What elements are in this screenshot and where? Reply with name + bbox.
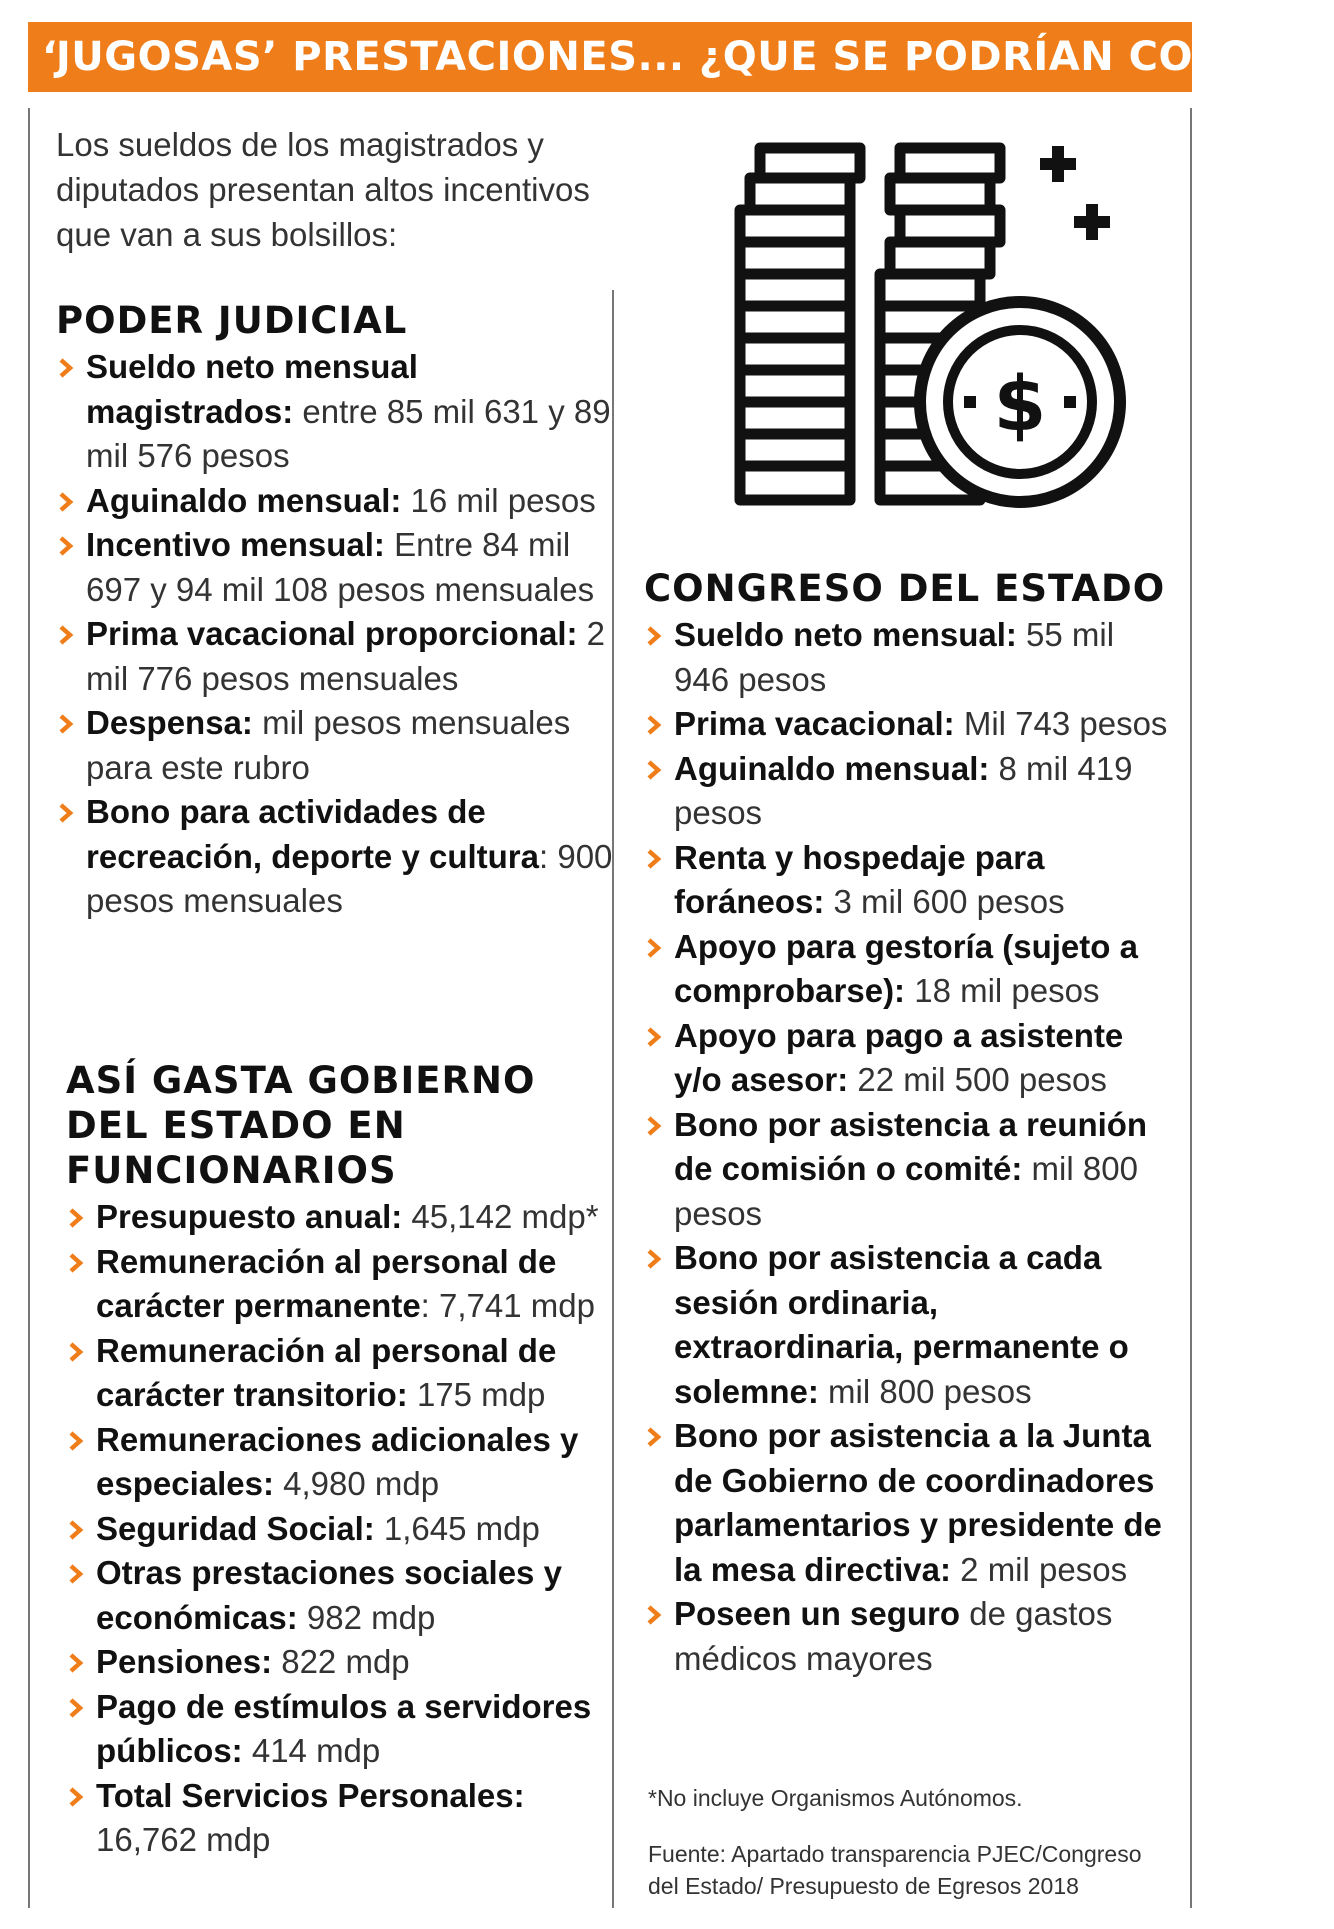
- item-value: : 900 pesos mensuales: [86, 837, 613, 919]
- item-value: Entre 84 mil 697 y 94 mil 108 pesos mensuales: [86, 526, 595, 608]
- list-item: [66, 1685, 616, 1774]
- item-value: 16 mil pesos: [401, 481, 596, 519]
- item-label: Bono para actividades de recreación, deporte y cultura: [86, 793, 539, 875]
- list-item: [56, 479, 616, 524]
- item-label: Seguridad Social:: [96, 1509, 375, 1547]
- chevron-right-icon: [644, 1249, 664, 1269]
- item-value: 1,645 mdp: [374, 1509, 540, 1547]
- item-value: 2 mil pesos: [951, 1550, 1128, 1588]
- list-item: [644, 1103, 1174, 1237]
- item-value: 414 mdp: [242, 1732, 381, 1769]
- list-item: [66, 1551, 616, 1640]
- item-value: 16,762 mdp: [96, 1821, 271, 1858]
- chevron-right-icon: [66, 1787, 86, 1807]
- chevron-right-icon: [56, 625, 76, 645]
- item-value: de gastos médicos mayores: [674, 1595, 1113, 1677]
- chevron-right-icon: [644, 1427, 664, 1447]
- item-value: 55 mil 946 pesos: [674, 616, 1115, 698]
- item-label: Bono por asistencia a reunión de comisión o comité:: [674, 1105, 1148, 1187]
- item-value: 2 mil 776 pesos mensuales: [86, 615, 606, 697]
- chevron-right-icon: [56, 803, 76, 823]
- list-item: [56, 345, 616, 479]
- item-label: Bono por asistencia a la Junta de Gobierno de coordinadores parlamentarios y presidente de la mesa directiva:: [674, 1417, 1162, 1588]
- list-item: [56, 790, 616, 924]
- intro-text: Los sueldos de los magistrados y diputados presentan altos incentivos que van a sus bolsillos:: [56, 126, 590, 253]
- chevron-right-icon: [644, 715, 664, 735]
- list-item: [644, 1592, 1174, 1681]
- chevron-right-icon: [644, 1605, 664, 1625]
- poder-judicial-heading: PODER JUDICIAL: [56, 299, 408, 342]
- list-item: [56, 701, 616, 790]
- item-label: Pago de estímulos a servidores públicos:: [96, 1687, 592, 1769]
- item-label: Sueldo neto mensual:: [674, 616, 1017, 653]
- item-value: 3 mil 600 pesos: [824, 883, 1065, 920]
- gobierno-section: [66, 1058, 616, 1863]
- title-banner: ‘JUGOSAS’ PRESTACIONES... ¿QUE SE PODRÍAN CORTAR?: [28, 22, 1192, 92]
- list-item: [644, 613, 1174, 702]
- item-label: Despensa:: [86, 704, 253, 741]
- item-label: Remuneraciones adicionales y especiales:: [96, 1420, 579, 1502]
- list-item: [644, 747, 1174, 836]
- item-value: 8 mil 419 pesos: [674, 749, 1133, 831]
- list-item: [644, 836, 1174, 925]
- chevron-right-icon: [56, 358, 76, 378]
- chevron-right-icon: [644, 760, 664, 780]
- chevron-right-icon: [644, 938, 664, 958]
- chevron-right-icon: [66, 1564, 86, 1584]
- item-label: Remuneración al personal de carácter permanente: [96, 1242, 557, 1324]
- svg-text:$: $: [993, 359, 1047, 448]
- item-label: Remuneración al personal de carácter transitorio:: [96, 1331, 557, 1413]
- poder-judicial-list: [56, 345, 616, 924]
- chevron-right-icon: [56, 492, 76, 512]
- item-label: Prima vacacional proporcional:: [86, 615, 578, 652]
- item-label: Sueldo neto mensual magistrados:: [86, 348, 418, 430]
- item-value: 45,142 mdp*: [402, 1198, 599, 1235]
- source-note: Fuente: Apartado transparencia PJEC/Congreso del Estado/ Presupuesto de Egresos 2018: [648, 1841, 1142, 1899]
- list-item: [56, 523, 616, 612]
- list-item: [66, 1418, 616, 1507]
- item-value: mil 800 pesos: [674, 1150, 1138, 1232]
- poder-judicial-section: [56, 298, 616, 924]
- left-border-line: [28, 108, 30, 1908]
- item-label: Aguinaldo mensual:: [674, 749, 990, 787]
- chevron-right-icon: [66, 1431, 86, 1451]
- list-item: [644, 702, 1174, 747]
- list-item: [644, 1414, 1174, 1592]
- chevron-right-icon: [66, 1653, 86, 1673]
- item-label: Total Servicios Personales:: [96, 1776, 525, 1814]
- item-value: 4,980 mdp: [273, 1465, 440, 1502]
- item-value: entre 85 mil 631 y 89 mil 576 pesos: [86, 392, 611, 474]
- chevron-right-icon: [644, 849, 664, 869]
- chevron-right-icon: [56, 536, 76, 556]
- item-label: Apoyo para gestoría (sujeto a comprobarse):: [674, 927, 1138, 1009]
- chevron-right-icon: [66, 1698, 86, 1718]
- item-value: Mil 743 pesos: [954, 705, 1168, 742]
- footnote: *No incluye Organismos Autónomos.: [648, 1785, 1023, 1811]
- coins-dollar-icon: [730, 140, 1150, 520]
- item-value: 982 mdp: [297, 1598, 436, 1636]
- list-item: [644, 1014, 1174, 1103]
- chevron-right-icon: [644, 1116, 664, 1136]
- list-item: [66, 1240, 616, 1329]
- item-value: : 7,741 mdp: [420, 1287, 595, 1324]
- item-label: Otras prestaciones sociales y económicas:: [96, 1554, 562, 1636]
- chevron-right-icon: [66, 1208, 86, 1228]
- congreso-list: [644, 613, 1174, 1681]
- item-value: mil pesos mensuales para este rubro: [86, 704, 571, 786]
- list-item: [644, 1236, 1174, 1414]
- list-item: [66, 1195, 616, 1240]
- item-value: 22 mil 500 pesos: [848, 1061, 1107, 1098]
- item-value: 18 mil pesos: [905, 972, 1100, 1009]
- chevron-right-icon: [66, 1520, 86, 1540]
- chevron-right-icon: [56, 714, 76, 734]
- chevron-right-icon: [644, 626, 664, 646]
- list-item: [66, 1774, 616, 1863]
- list-item: [66, 1329, 616, 1418]
- list-item: [66, 1507, 616, 1552]
- item-label: Bono por asistencia a cada sesión ordinaria, extraordinaria, permanente o solemne:: [674, 1239, 1129, 1410]
- list-item: [644, 925, 1174, 1014]
- list-item: [56, 612, 616, 701]
- item-label: Renta y hospedaje para foráneos:: [674, 838, 1045, 920]
- item-label: Presupuesto anual:: [96, 1198, 403, 1235]
- item-value: 175 mdp: [407, 1376, 546, 1413]
- item-value: mil 800 pesos: [818, 1372, 1032, 1410]
- congreso-section: [644, 566, 1174, 1681]
- item-value: 822 mdp: [272, 1643, 410, 1680]
- item-label: Incentivo mensual:: [86, 526, 385, 563]
- item-label: Pensiones:: [96, 1643, 273, 1680]
- chevron-right-icon: [66, 1342, 86, 1362]
- chevron-right-icon: [66, 1253, 86, 1273]
- gobierno-heading: ASÍ GASTA GOBIERNO DEL ESTADO EN FUNCIONARIOS: [66, 1059, 536, 1192]
- congreso-heading: CONGRESO DEL ESTADO: [644, 567, 1166, 610]
- list-item: [66, 1640, 616, 1685]
- chevron-right-icon: [644, 1027, 664, 1047]
- item-label: Poseen un seguro: [674, 1595, 961, 1632]
- item-label: Apoyo para pago a asistente y/o asesor:: [674, 1016, 1124, 1098]
- right-border-line: [1190, 108, 1192, 1908]
- item-label: Prima vacacional:: [674, 705, 955, 742]
- gobierno-list: [66, 1195, 616, 1863]
- item-label: Aguinaldo mensual:: [86, 481, 402, 519]
